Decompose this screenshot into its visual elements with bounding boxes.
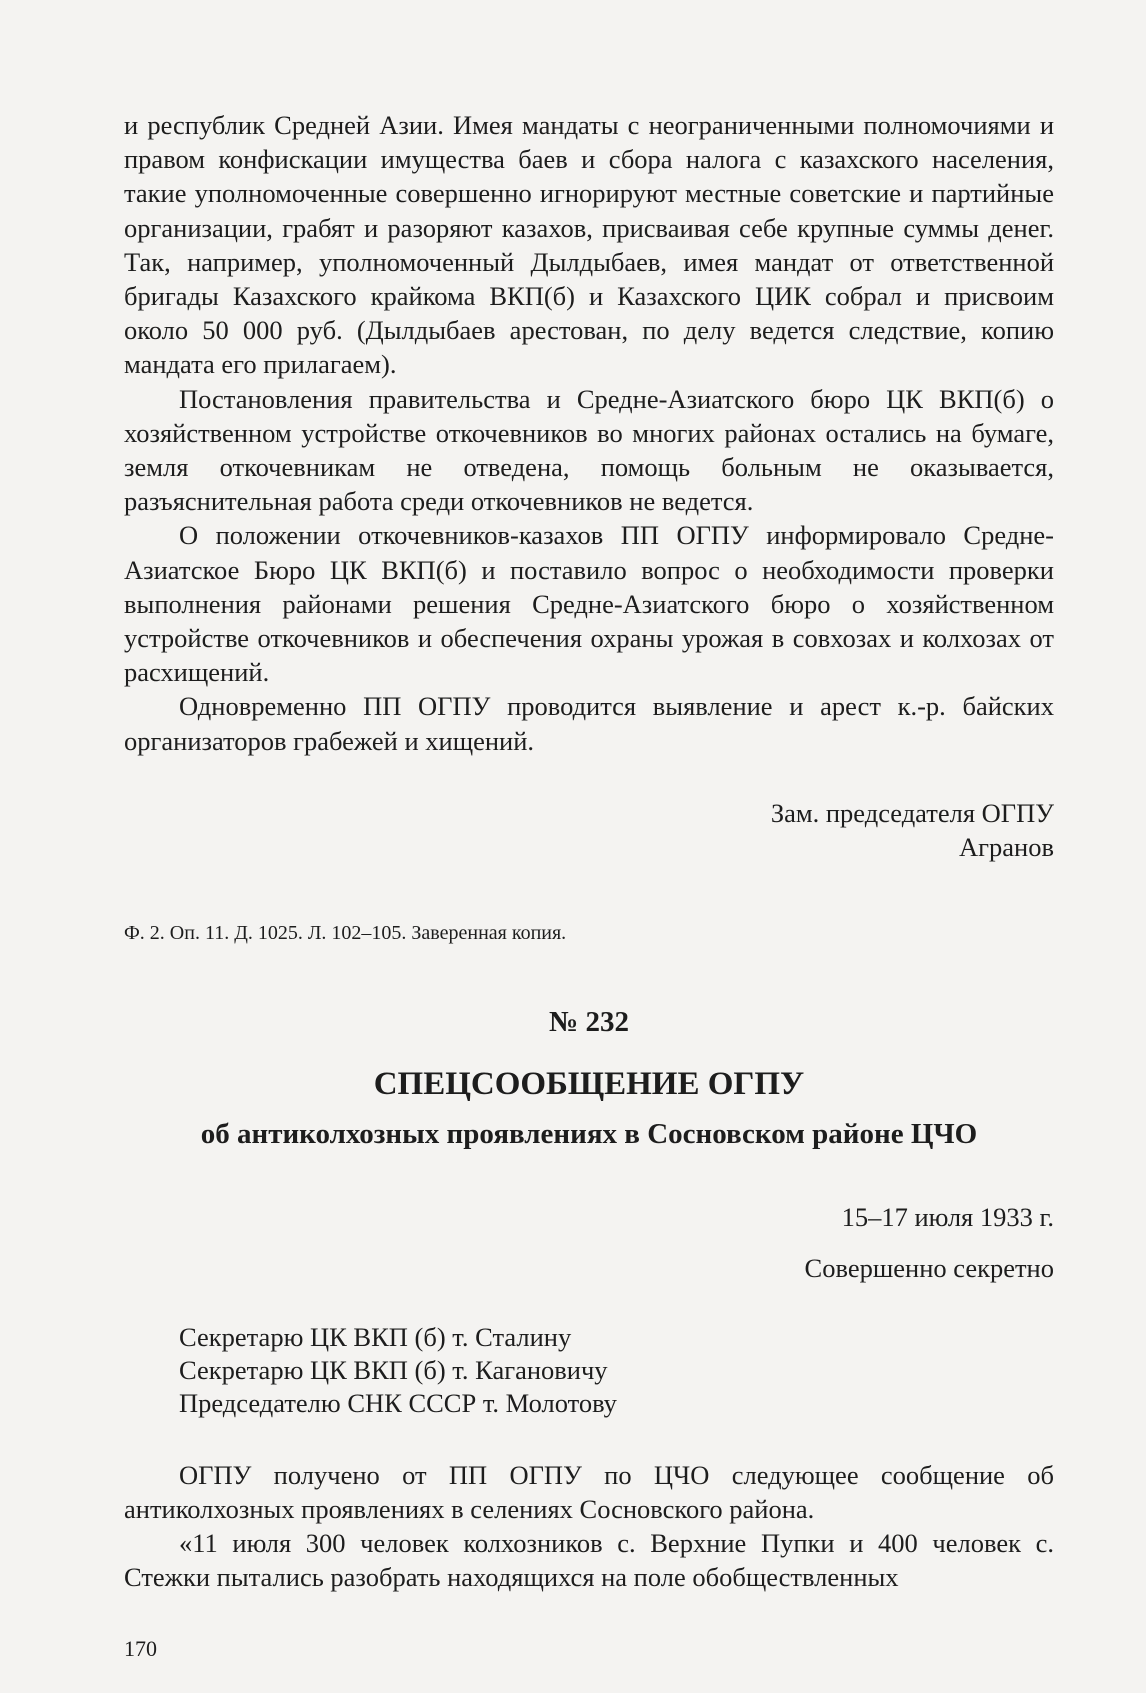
paragraph-2: Постановления правительства и Средне-Азиатского бюро ЦК ВКП(б) о хозяйственном устройстве откочевников во многих районах остались на бумаге, земля откочевникам не отведена, помощь больным не оказывается, разъяснительная работа среди откочевников не ведется. <box>124 383 1054 517</box>
page-content <box>124 108 1054 1595</box>
addressee-stalin: Секретарю ЦК ВКП (б) т. Сталину <box>179 1321 572 1352</box>
classification-label: Совершенно секретно <box>804 1252 1054 1283</box>
document-title: СПЕЦСООБЩЕНИЕ ОГПУ <box>373 1065 805 1102</box>
document-number: № 232 <box>549 1005 629 1038</box>
signature-block <box>124 796 1054 864</box>
document-paragraph-1: ОГПУ получено от ПП ОГПУ по ЦЧО следующее сообщение об антиколхозных проявлениях в селениях Сосновского района. <box>124 1459 1054 1525</box>
paragraph-4: Одновременно ПП ОГПУ проводится выявление и арест к.-р. байских организаторов грабежей и хищений. <box>124 691 1054 756</box>
paragraph-1: и республик Средней Азии. Имея мандаты с неограниченными полномочиями и правом конфискации имущества баев и сбора налога с казахского населения, такие уполномоченные совершенно игнорируют местные советские и партийные организации, грабят и разоряют казахов, присваивая себе крупные суммы денег. Так, например, уполномоченный Дылдыбаев, имея мандат от ответственной бригады Казахского крайкома ВКП(б) и Казахского ЦИК собрал и присвоим около 50 000 руб. (Дылдыбаев арестован, по делу ведется следствие, копию мандата его прилагаем). <box>124 110 1054 380</box>
signature-name: Агранов <box>959 831 1054 862</box>
page-number: 170 <box>124 1636 157 1661</box>
paragraph-3: О положении откочевников-казахов ПП ОГПУ информировало Средне-Азиатское Бюро ЦК ВКП(б) и поставило вопрос о необходимости проверки выполнения районами решения Средне-Азиатского бюро о хозяйственном устройстве откочевников и обеспечения охраны урожая в совхозах и колхозах от расхищений. <box>124 520 1054 688</box>
addressee-kaganovich: Секретарю ЦК ВКП (б) т. Кагановичу <box>179 1354 608 1385</box>
document-date: 15–17 июля 1933 г. <box>841 1201 1054 1232</box>
archive-note: Ф. 2. Оп. 11. Д. 1025. Л. 102–105. Заверенная копия. <box>124 921 567 944</box>
signature-position: Зам. председателя ОГПУ <box>770 797 1054 828</box>
document-paragraph-2: «11 июля 300 человек колхозников с. Верхние Пупки и 400 человек с. Стежки пытались разобрать находящихся на поле обобществленных <box>124 1528 1054 1593</box>
document-subtitle: об антиколхозных проявлениях в Сосновском районе ЦЧО <box>200 1117 978 1150</box>
document-body <box>124 1458 1054 1595</box>
addressee-molotov: Председателю СНК СССР т. Молотову <box>179 1387 617 1418</box>
addressee-list <box>124 1321 1054 1420</box>
